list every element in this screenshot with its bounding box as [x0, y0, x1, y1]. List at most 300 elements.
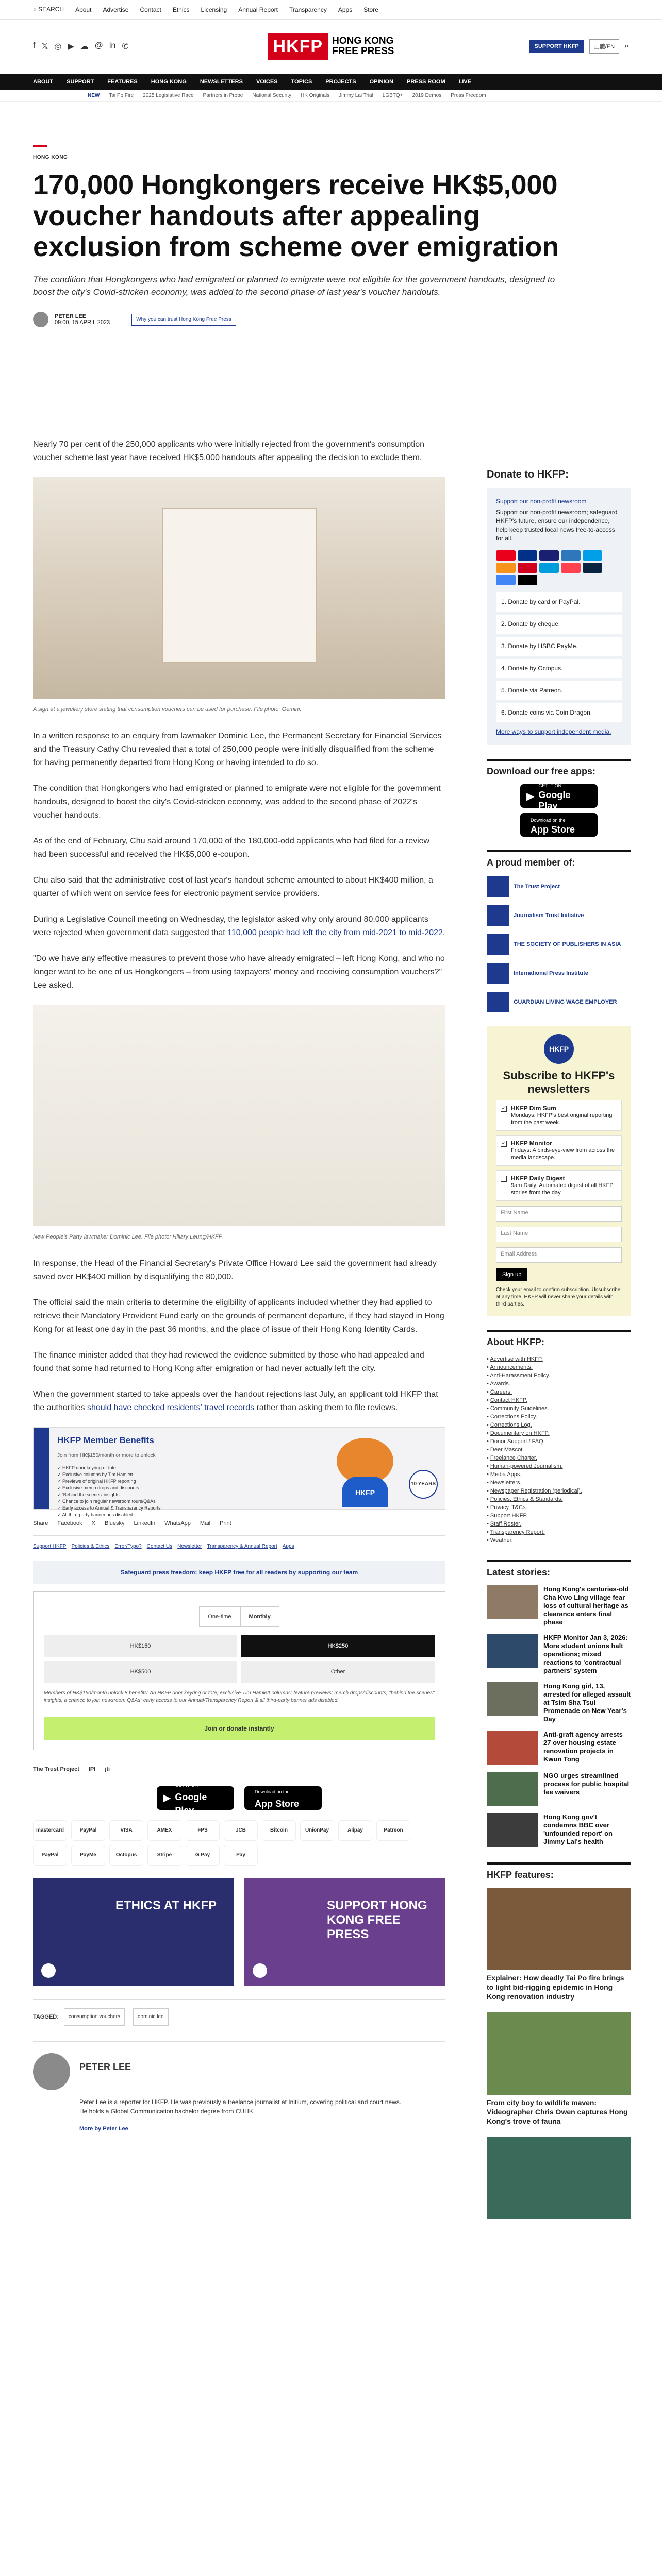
- payment-chip-icon: [539, 550, 559, 561]
- nav-item-voices[interactable]: VOICES: [256, 79, 278, 85]
- subnav-item-lgbtq[interactable]: LGBTQ+: [382, 93, 403, 98]
- topbar-link-apps[interactable]: Apps: [338, 6, 353, 13]
- top-utility-bar: [0, 0, 662, 20]
- benefit-text: Early access to Annual & Transparency Reports: [62, 1505, 161, 1511]
- paragraph-text: .: [442, 928, 445, 937]
- latest-story[interactable]: [487, 1731, 631, 1765]
- member-logo-icon: [487, 905, 509, 926]
- trust-button[interactable]: Why you can trust Hong Kong Free Press: [131, 314, 236, 326]
- article-lead: Nearly 70 per cent of the 250,000 applicants who were initially rejected from the government's consumption voucher scheme last year have received HK$5,000 handouts after appealing the decision to exclude them.: [33, 440, 425, 462]
- author-box-name[interactable]: PETER LEE: [79, 2062, 131, 2072]
- about-link[interactable]: • Privacy, T&Cs.: [487, 1504, 527, 1511]
- topbar-link-contact[interactable]: Contact: [140, 6, 161, 13]
- payment-paypal-icon: PayPal: [33, 1845, 67, 1866]
- benefit-item: ✓ Previews of original HKFP reporting: [57, 1479, 136, 1484]
- article-photo-dominic-lee: [33, 1005, 445, 1226]
- google-play-badge[interactable]: [520, 783, 598, 811]
- about-link-text[interactable]: Newspaper Registration (periodical).: [490, 1488, 582, 1494]
- safeguard-banner: Safeguard press freedom; keep HKFP free for all readers by supporting our team: [33, 1561, 445, 1584]
- benefit-item: ✓ Exclusive merch drops and discounts: [57, 1485, 139, 1490]
- video-support[interactable]: [244, 1878, 445, 1986]
- benefit-item: ✓ HKFP door keyring or tote: [57, 1465, 116, 1470]
- youtube-icon[interactable]: ▶: [68, 42, 74, 51]
- about-link-text[interactable]: Community Guidelines.: [490, 1405, 549, 1412]
- about-link[interactable]: • Media Apps.: [487, 1471, 522, 1478]
- payment-visa-icon: VISA: [109, 1820, 143, 1841]
- payment-bitcoin-icon: Bitcoin: [262, 1820, 296, 1841]
- member-logo-international-press-institute[interactable]: [487, 963, 631, 984]
- member-logo-the-society-of-publishers-in-a[interactable]: [487, 934, 631, 955]
- video-title: SUPPORT HONG KONG FREE PRESS: [327, 1899, 427, 1941]
- tagged-row: [33, 1999, 445, 2026]
- newsletter-option-hkfp-dim-sum[interactable]: [496, 1100, 622, 1131]
- donate-link[interactable]: Support our non-profit newsroom: [496, 498, 587, 505]
- benefit-text: Chance to join regular newsroom tours/Q&As: [62, 1499, 156, 1504]
- donate-text: [496, 497, 622, 506]
- newsletter-logo: HKFP: [544, 1034, 574, 1064]
- byline: [33, 312, 662, 327]
- about-link[interactable]: • Newsletters.: [487, 1480, 522, 1486]
- benefit-text: HKFP door keyring or tote: [62, 1465, 116, 1470]
- member-logo-icon: [487, 963, 509, 984]
- about-link-text[interactable]: Policies, Ethics & Standards.: [490, 1496, 563, 1502]
- latest-story[interactable]: [487, 1772, 631, 1806]
- sub-nav: [0, 90, 662, 102]
- payment-amex-icon: AMEX: [147, 1820, 181, 1841]
- benefit-text: All third-party banner ads disabled: [62, 1512, 133, 1517]
- member-logo-the-trust-project[interactable]: [487, 876, 631, 897]
- jti-logo[interactable]: jti: [105, 1766, 110, 1772]
- policy-link[interactable]: Support HKFP: [33, 1544, 67, 1549]
- topbar-link-annual-report[interactable]: Annual Report: [238, 6, 278, 13]
- topbar-link-advertise[interactable]: Advertise: [103, 6, 129, 13]
- feature-story[interactable]: [487, 2012, 631, 2126]
- about-link[interactable]: • Corrections Policy.: [487, 1414, 537, 1420]
- topbar-link-ethics[interactable]: Ethics: [172, 6, 190, 13]
- google-play-icon: ▶: [163, 1792, 171, 1804]
- donate-option[interactable]: 5. Donate via Patreon.: [496, 681, 622, 700]
- newsletter-option-hkfp-daily-digest[interactable]: [496, 1170, 622, 1201]
- checkbox[interactable]: ✓: [501, 1141, 506, 1146]
- benefit-text: Exclusive columns by Tim Hamlett: [62, 1472, 133, 1477]
- feature-story[interactable]: [487, 1888, 631, 2001]
- site-logo[interactable]: [268, 33, 394, 60]
- about-link[interactable]: • Careers.: [487, 1389, 512, 1395]
- newsletter-name: HKFP Dim Sum: [511, 1105, 556, 1112]
- about-link-text[interactable]: Corrections Log.: [490, 1422, 532, 1428]
- policy-link[interactable]: Contact Us: [146, 1544, 173, 1549]
- video-row: [33, 1878, 445, 1986]
- frequency-tabs: [44, 1606, 435, 1627]
- about-link[interactable]: • Freelance Charter.: [487, 1455, 538, 1461]
- benefit-text: Previews of original HKFP reporting: [62, 1479, 136, 1484]
- nav-item-hong-kong[interactable]: HONG KONG: [151, 79, 187, 85]
- amount-option[interactable]: Other: [241, 1661, 435, 1683]
- benefit-item: ✓ 'Behind the scenes' insights: [57, 1492, 120, 1497]
- nav-item-projects[interactable]: PROJECTS: [325, 79, 356, 85]
- subnav-item-jimmy-lai-trial[interactable]: Jimmy Lai Trial: [339, 93, 373, 98]
- about-link[interactable]: • Staff Roster.: [487, 1521, 522, 1527]
- nav-item-newsletters[interactable]: NEWSLETTERS: [200, 79, 243, 85]
- about-link-text[interactable]: Donor Support / FAQ.: [490, 1438, 545, 1445]
- latest-title: Latest stories:: [487, 1560, 631, 1578]
- policy-link[interactable]: Newsletter: [177, 1544, 202, 1549]
- author-bio: Peter Lee is a reporter for HKFP. He was previously a freelance journalist at Initium, covering political and court news. He holds a Global Communication bachelor degree from CUHK.: [79, 2098, 402, 2115]
- email-field[interactable]: Email Address: [496, 1247, 622, 1263]
- about-link[interactable]: • Deer Mascot.: [487, 1447, 524, 1453]
- promo-side-strip: [34, 1428, 49, 1509]
- play-icon[interactable]: [253, 1963, 267, 1978]
- author-name[interactable]: PETER LEE: [55, 313, 87, 319]
- about-link[interactable]: • Donor Support / FAQ.: [487, 1438, 545, 1445]
- google-play-label: Google Play: [538, 790, 571, 811]
- story-title[interactable]: Hong Kong girl, 13, arrested for alleged assault at Tsim Sha Tsui Promenade on New Year's Day: [543, 1682, 631, 1723]
- tab-monthly[interactable]: Monthly: [240, 1606, 279, 1627]
- share-share-link[interactable]: Share: [33, 1520, 48, 1527]
- app-store-caption: Download on the: [531, 817, 566, 823]
- about-link[interactable]: • Contact HKFP.: [487, 1397, 527, 1403]
- about-link-text[interactable]: Advertise with HKFP.: [490, 1356, 543, 1362]
- latest-story[interactable]: [487, 1682, 631, 1723]
- latest-story[interactable]: [487, 1813, 631, 1847]
- policy-link[interactable]: Policies & Ethics: [71, 1544, 110, 1549]
- app-store-label: App Store: [531, 824, 575, 835]
- about-link-text[interactable]: Corrections Policy.: [490, 1414, 537, 1420]
- newsletter-option-hkfp-monitor[interactable]: [496, 1135, 622, 1166]
- nav-item-press-room[interactable]: PRESS ROOM: [407, 79, 445, 85]
- about-link[interactable]: • Weather.: [487, 1537, 513, 1544]
- feature-image[interactable]: [487, 2137, 631, 2219]
- about-link-text[interactable]: Documentary on HKFP.: [490, 1430, 550, 1436]
- member-logo-guardian-living-wage-employer[interactable]: [487, 992, 631, 1012]
- member-logo-label: The Trust Project: [514, 883, 560, 890]
- nav-item-about[interactable]: ABOUT: [33, 79, 54, 85]
- paragraph-text: When the government started to take appeals over the handout rejections last July, an applicant told HKFP that the authorities: [33, 1390, 438, 1412]
- donate-option[interactable]: 1. Donate by card or PayPal.: [496, 592, 622, 612]
- about-link[interactable]: • Support HKFP.: [487, 1513, 528, 1519]
- payment-fps-icon: FPS: [186, 1820, 220, 1841]
- search-icon[interactable]: ⌕ SEARCH: [33, 6, 64, 13]
- tab-one-time[interactable]: One-time: [199, 1606, 240, 1627]
- member-logo-label: THE SOCIETY OF PUBLISHERS IN ASIA: [514, 941, 621, 947]
- payment-chip-icon: [539, 563, 559, 573]
- search-icon[interactable]: ⌕: [624, 42, 629, 50]
- search-label[interactable]: SEARCH: [38, 6, 64, 13]
- nav-item-features[interactable]: FEATURES: [107, 79, 138, 85]
- payment-alipay-icon: Alipay: [338, 1820, 372, 1841]
- payment-jcb-icon: JCB: [224, 1820, 258, 1841]
- about-link-text[interactable]: Anti-Harassment Policy.: [490, 1372, 550, 1379]
- feature-image[interactable]: [487, 2012, 631, 2095]
- about-link-text[interactable]: Careers.: [490, 1389, 512, 1395]
- about-link-text[interactable]: Newsletters.: [490, 1480, 522, 1486]
- subnav-item-partners-in-probe[interactable]: Partners in Probe: [203, 93, 243, 98]
- share-facebook-link[interactable]: Facebook: [57, 1520, 82, 1527]
- subnav-item-press-freedom[interactable]: Press Freedom: [451, 93, 486, 98]
- about-link[interactable]: • Documentary on HKFP.: [487, 1430, 550, 1436]
- payment-chip-icon: [518, 563, 537, 573]
- payment-chip-icon: [518, 550, 537, 561]
- topbar-link-licensing[interactable]: Licensing: [201, 6, 227, 13]
- about-link-text[interactable]: Staff Roster.: [490, 1521, 522, 1527]
- promo-benefits-list: [57, 1465, 282, 1518]
- donate-options-list: [496, 592, 622, 722]
- payment-chips: [496, 550, 622, 585]
- about-link[interactable]: • Advertise with HKFP.: [487, 1356, 543, 1362]
- amount-option[interactable]: HK$150: [44, 1635, 237, 1657]
- about-link[interactable]: • Newspaper Registration (periodical).: [487, 1488, 582, 1494]
- language-toggle[interactable]: 正體/EN: [589, 39, 619, 54]
- policy-row: [33, 1535, 445, 1553]
- feature-stories: [487, 1888, 631, 2219]
- payment-g-pay-icon: G Pay: [186, 1845, 220, 1866]
- story-title[interactable]: Anti-graft agency arrests 27 over housing estate renovation projects in Kwun Tong: [543, 1731, 623, 1763]
- subnav-item-hk-originals[interactable]: HK Originals: [300, 93, 330, 98]
- ipi-logo[interactable]: IPI: [88, 1766, 96, 1772]
- payment-mastercard-icon: mastercard: [33, 1820, 67, 1841]
- about-link-text[interactable]: Freelance Charter.: [490, 1455, 538, 1461]
- feature-title[interactable]: Explainer: How deadly Tai Po fire brings to light bid-rigging epidemic in Hong Kong renovation industry: [487, 1974, 624, 2001]
- travel-records-link[interactable]: should have checked residents' travel records: [87, 1403, 255, 1412]
- first-name-field[interactable]: First Name: [496, 1206, 622, 1222]
- share-mail-link[interactable]: Mail: [200, 1520, 211, 1527]
- story-title[interactable]: HKFP Monitor Jan 3, 2026: More student unions halt operations; mixed reactions to 'contractual partners' system: [543, 1634, 628, 1674]
- join-donate-button[interactable]: Join or donate instantly: [44, 1717, 435, 1740]
- x-icon[interactable]: 𝕏: [41, 42, 48, 51]
- promo-title: HKFP Member Benefits: [57, 1435, 154, 1445]
- paragraph: In response, the Head of the Financial Secretary's Private Office Howard Lee said the government had already saved over HK$400 million by disqualifying the 80,000.: [33, 1259, 437, 1281]
- topbar-link-store[interactable]: Store: [363, 6, 378, 13]
- newsletter-desc: Fridays: A birds-eye-view from across the media landscape.: [511, 1147, 615, 1161]
- share-whatsapp-link[interactable]: WhatsApp: [164, 1520, 191, 1527]
- latest-story[interactable]: [487, 1634, 631, 1675]
- facebook-icon[interactable]: f: [33, 41, 36, 50]
- logo-line-1: HONG KONG: [332, 36, 394, 46]
- paragraph-text: to an enquiry from lawmaker Dominic Lee, the Permanent Secretary for Financial Services and the Treasury Cathy Chu revealed that a total of 250,000 people were initially disqualified from the scheme for having permanently departed from Hong Kong or having intended to do so.: [33, 732, 442, 767]
- subnav-item-national-security[interactable]: National Security: [252, 93, 291, 98]
- checkbox[interactable]: ✓: [501, 1106, 506, 1111]
- about-link-text[interactable]: Privacy, T&Cs.: [490, 1504, 527, 1511]
- payment-pay-icon: Pay: [224, 1845, 258, 1866]
- app-store-caption: Download on the: [255, 1789, 290, 1794]
- about-link-text[interactable]: Media Apps.: [490, 1471, 522, 1478]
- donate-more-link[interactable]: More ways to support independent media.: [496, 728, 611, 735]
- newsletter-options: [496, 1100, 622, 1201]
- latest-stories: [487, 1585, 631, 1847]
- payment-chip-icon: [496, 575, 516, 585]
- checkbox[interactable]: [501, 1176, 507, 1182]
- paragraph: The finance minister added that they had reviewed the evidence submitted by those who had appealed and found that some had returned to Hong Kong after emigration or had never actually left the city.: [33, 1351, 424, 1373]
- about-link-text[interactable]: Human-powered Journalism.: [490, 1463, 563, 1469]
- logo-wordmark: [332, 36, 394, 57]
- article-category[interactable]: HONG KONG: [33, 155, 68, 160]
- payment-methods: [33, 1820, 445, 1866]
- article-body: [33, 438, 445, 2136]
- about-link[interactable]: • Anti-Harassment Policy.: [487, 1372, 550, 1379]
- donate-option[interactable]: 2. Donate by cheque.: [496, 615, 622, 634]
- newsletter-name: HKFP Monitor: [511, 1140, 552, 1147]
- play-icon[interactable]: [41, 1963, 56, 1978]
- feature-image[interactable]: [487, 1888, 631, 1970]
- paragraph-text: In a written: [33, 732, 76, 740]
- app-store-badge[interactable]: [244, 1786, 322, 1810]
- member-benefits-promo[interactable]: [33, 1427, 445, 1517]
- about-link[interactable]: • Human-powered Journalism.: [487, 1463, 563, 1469]
- last-name-field[interactable]: Last Name: [496, 1227, 622, 1242]
- more-by-author-link[interactable]: More by Peter Lee: [79, 2126, 128, 2132]
- author-box: [33, 2041, 445, 2090]
- feature-title[interactable]: From city boy to wildlife maven: Videographer Chris Owen captures Hong Kong's trove of fauna: [487, 2098, 628, 2125]
- google-play-label: Google Play: [175, 1792, 207, 1816]
- about-link[interactable]: • Community Guidelines.: [487, 1405, 549, 1412]
- about-title: About HKFP:: [487, 1330, 631, 1348]
- member-logo-journalism-trust-initiative[interactable]: [487, 905, 631, 926]
- nav-item-topics[interactable]: TOPICS: [291, 79, 312, 85]
- nav-item-live[interactable]: LIVE: [458, 79, 472, 85]
- payment-payme-icon: PayMe: [71, 1845, 105, 1866]
- newsletter-name: HKFP Daily Digest: [511, 1175, 565, 1182]
- donate-box: [487, 488, 631, 745]
- policy-link[interactable]: Apps: [282, 1544, 294, 1549]
- share-print-link[interactable]: Print: [220, 1520, 231, 1527]
- benefit-item: ✓ All third-party banner ads disabled: [57, 1512, 133, 1517]
- emigration-data-link[interactable]: 110,000 people had left the city from mid-2021 to mid-2022: [227, 928, 443, 937]
- nav-item-support[interactable]: SUPPORT: [67, 79, 94, 85]
- story-title[interactable]: Hong Kong gov't condemns BBC over 'unfounded report' on Jimmy Lai's health: [543, 1813, 613, 1845]
- tag-link[interactable]: dominic lee: [133, 2008, 169, 2026]
- about-link-text[interactable]: Support HKFP.: [490, 1513, 528, 1519]
- story-thumbnail[interactable]: [487, 1682, 538, 1716]
- logo-mark: HKFP: [268, 33, 328, 60]
- payment-stripe-icon: Stripe: [147, 1845, 181, 1866]
- newsletter-signup: [487, 1026, 631, 1316]
- benefit-text: 'Behind the scenes' insights: [62, 1492, 120, 1497]
- payment-chip-icon: [518, 575, 537, 585]
- about-link-text[interactable]: Contact HKFP.: [490, 1397, 527, 1403]
- member-logo-icon: [487, 992, 509, 1012]
- donate-option[interactable]: 6. Donate coins via Coin Dragon.: [496, 703, 622, 722]
- response-link[interactable]: response: [75, 732, 110, 740]
- newsletter-desc: Mondays: HKFP's best original reporting from the past week.: [511, 1112, 613, 1126]
- member-logo-label: GUARDIAN LIVING WAGE EMPLOYER: [514, 998, 617, 1005]
- promo-left: [49, 1428, 290, 1517]
- about-link-text[interactable]: Weather.: [490, 1537, 513, 1544]
- story-thumbnail[interactable]: [487, 1634, 538, 1668]
- amount-option-selected[interactable]: HK$250: [241, 1635, 435, 1657]
- video-title: ETHICS AT HKFP: [115, 1899, 217, 1912]
- story-title[interactable]: Hong Kong's centuries-old Cha Kwo Ling village fear loss of cultural heritage as clearance enters final phase: [543, 1585, 629, 1626]
- paragraph: The condition that Hongkongers who had emigrated or planned to emigrate were not eligible for the government handouts, designed to boost the city's Covid-stricken economy, was added to the second phase of 2022's voucher handouts.: [33, 784, 441, 820]
- story-thumbnail[interactable]: [487, 1585, 538, 1619]
- about-link[interactable]: • Transparency Report.: [487, 1529, 545, 1535]
- support-hkfp-button[interactable]: SUPPORT HKFP: [529, 40, 584, 53]
- google-play-badge[interactable]: [157, 1783, 234, 1816]
- header-row: [0, 21, 662, 72]
- policy-link[interactable]: Error/Typo?: [114, 1544, 142, 1549]
- subnav-item-2019-demos[interactable]: 2019 Demos: [412, 93, 442, 98]
- payment-chip-icon: [583, 563, 602, 573]
- story-thumbnail[interactable]: [487, 1813, 538, 1847]
- video-ethics[interactable]: [33, 1878, 234, 1986]
- member-of-title: A proud member of:: [487, 850, 631, 868]
- paragraph: "Do we have any effective measures to prevent those who have already emigrated – left Hong Kong, and who no longer want to be one of us Hongkongers – from using taxpayers' money and receiving consumption vouchers?" Lee asked.: [33, 954, 445, 990]
- main-nav: [0, 74, 662, 90]
- about-link-text[interactable]: Awards.: [490, 1381, 510, 1387]
- payment-chip-icon: [583, 550, 602, 561]
- policy-link[interactable]: Transparency & Annual Report: [207, 1544, 277, 1549]
- ten-years-badge: 10 YEARS: [409, 1470, 438, 1499]
- benefit-item: ✓ Early access to Annual & Transparency Reports: [57, 1505, 161, 1511]
- payment-chip-icon: [561, 550, 581, 561]
- instagram-icon[interactable]: ◎: [54, 42, 62, 51]
- social-icons: [33, 41, 268, 52]
- article-photo-jewellery-sign: [33, 477, 445, 699]
- donate-description: Support our non-profit newsroom; safeguard HKFP's future, ensure our independence, help keep trusted local news free-to-access for all.: [496, 509, 618, 542]
- threads-icon[interactable]: @: [94, 41, 103, 50]
- payment-paypal-icon: PayPal: [71, 1820, 105, 1841]
- paragraph: [33, 730, 445, 770]
- whatsapp-icon[interactable]: ✆: [122, 42, 129, 51]
- tagged-label: TAGGED:: [33, 2014, 59, 2020]
- share-bluesky-link[interactable]: Bluesky: [105, 1520, 125, 1527]
- topbar-link-about[interactable]: About: [75, 6, 92, 13]
- story-thumbnail[interactable]: [487, 1731, 538, 1765]
- linkedin-icon[interactable]: in: [109, 41, 116, 50]
- about-link[interactable]: • Corrections Log.: [487, 1422, 532, 1428]
- bluesky-icon[interactable]: ☁: [80, 42, 89, 51]
- article-title: 170,000 Hongkongers receive HK$5,000 voucher handouts after appealing exclusion from scheme over emigration: [33, 170, 559, 262]
- share-x-link[interactable]: X: [91, 1520, 96, 1527]
- latest-story[interactable]: [487, 1585, 631, 1626]
- app-store-badge[interactable]: [520, 813, 598, 837]
- topbar-link-transparency[interactable]: Transparency: [289, 6, 327, 13]
- about-link[interactable]: • Policies, Ethics & Standards.: [487, 1496, 563, 1502]
- about-link-text[interactable]: Announcements.: [490, 1364, 533, 1370]
- newsletter-desc: 9am Daily: Automated digest of all HKFP stories from the day.: [511, 1182, 614, 1196]
- paragraph: [33, 913, 445, 940]
- subnav-item-tai-po-fire[interactable]: Tai Po Fire: [109, 93, 134, 98]
- about-link[interactable]: • Announcements.: [487, 1364, 533, 1370]
- about-link-text[interactable]: Transparency Report.: [490, 1529, 545, 1535]
- google-play-icon: ▶: [526, 790, 535, 802]
- nav-item-opinion[interactable]: OPINION: [369, 79, 394, 85]
- subnav-item-2025-legislative-race[interactable]: 2025 Legislative Race: [143, 93, 194, 98]
- payment-chip-icon: [496, 563, 516, 573]
- payment-octopus-icon: Octopus: [109, 1845, 143, 1866]
- share-linkedin-link[interactable]: LinkedIn: [134, 1520, 156, 1527]
- tag-link[interactable]: consumption vouchers: [64, 2008, 125, 2026]
- trust-project-logo[interactable]: The Trust Project: [33, 1766, 79, 1772]
- payment-chip-icon: [561, 563, 581, 573]
- amount-option[interactable]: HK$500: [44, 1661, 237, 1683]
- signup-button[interactable]: Sign up: [496, 1268, 527, 1281]
- donate-option[interactable]: 4. Donate by Octopus.: [496, 659, 622, 678]
- donate-title: Donate to HKFP:: [487, 469, 569, 480]
- story-title[interactable]: NGO urges streamlined process for public hospital fee waivers: [543, 1772, 630, 1796]
- about-link-text[interactable]: Deer Mascot.: [490, 1447, 524, 1453]
- author-avatar[interactable]: [33, 2053, 70, 2090]
- paragraph: As of the end of February, Chu said around 170,000 of the 180,000-odd applicants who had filed for a review had been successful and received the HK$5,000 e-coupon.: [33, 837, 430, 859]
- payment-unionpay-icon: UnionPay: [300, 1820, 334, 1841]
- author-avatar[interactable]: [33, 312, 48, 327]
- about-links: [487, 1355, 631, 1545]
- about-link[interactable]: • Awards.: [487, 1381, 510, 1387]
- donate-option[interactable]: 3. Donate by HSBC PayMe.: [496, 637, 622, 656]
- feature-story[interactable]: [487, 2137, 631, 2219]
- newsletter-note: Check your email to confirm subscription. Unsubscribe at any time. HKFP will never share your details with third parties.: [496, 1287, 621, 1307]
- story-thumbnail[interactable]: [487, 1772, 538, 1806]
- contribution-widget: [33, 1591, 445, 1750]
